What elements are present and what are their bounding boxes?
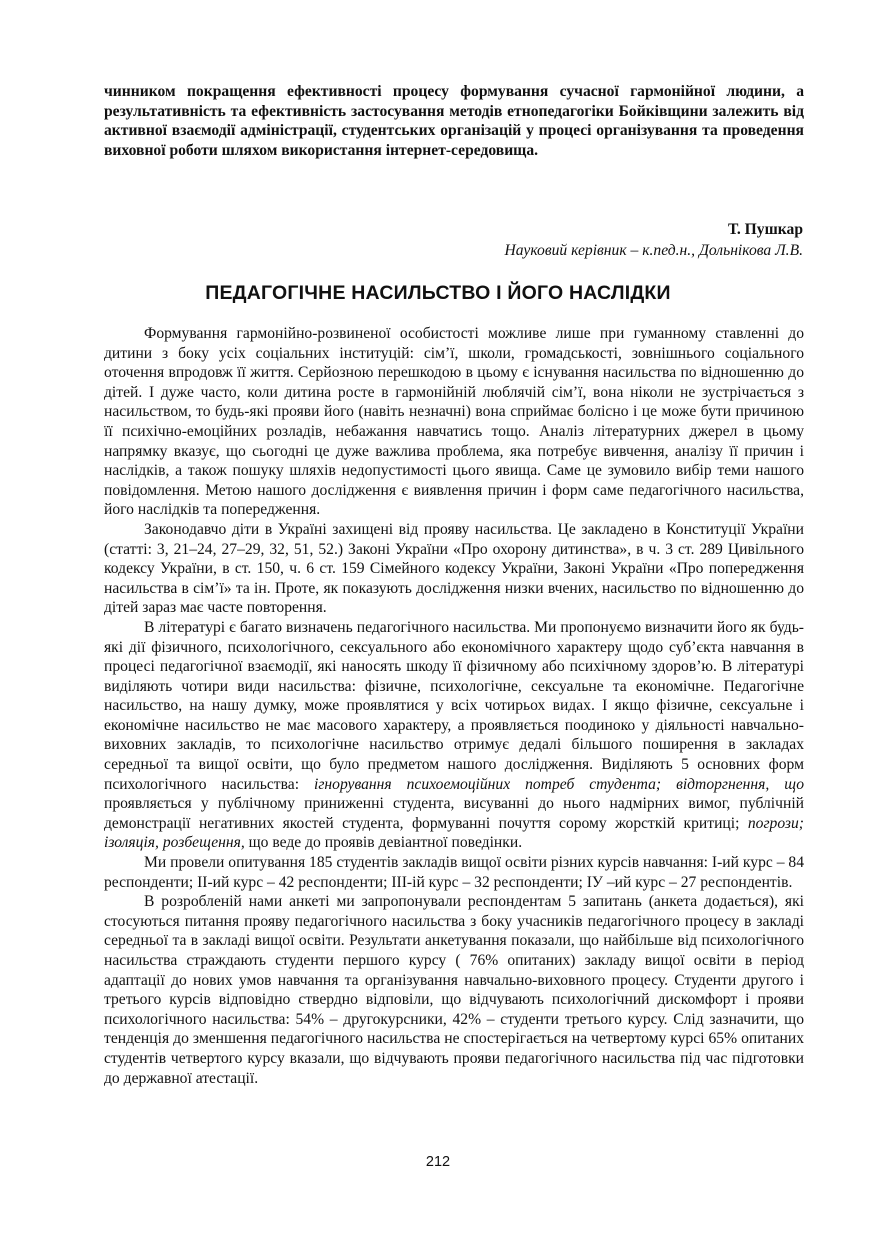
paragraph-3-text-e: що веде до проявів девіантної поведінки. <box>244 834 523 852</box>
scientific-advisor: Науковий керівник – к.пед.н., Дольнікова Л.В. <box>504 242 803 259</box>
page-number: 212 <box>425 1154 451 1170</box>
paragraph-3-text-c: проявляється у публічному приниженні студента, висуванні до нього надмірних вимог, публічній демонстрації негативних якостей студента, формуванні почуття сорому жорсткій критиці; <box>104 795 804 832</box>
body-paragraph-2: Законодавчо діти в Україні захищені від прояву насильства. Це закладено в Конституції України (статті: 3, 21–24, 27–29, 32, 51, 52.) Законі України «Про охорону дитинства», в ч. 3 ст. 289 Цивільного кодексу України, в ст. 150, ч. 6 ст. 159 Сімейного кодексу України, Законі України «Про попередження насильства в сім’ї» та ін. Проте, як показують дослідження низки вчених, насильство по відношенню до дітей зараз має часте повторення. <box>104 520 804 617</box>
paragraph-3-text-a: В літературі є багато визначень педагогічного насильства. Ми пропонуємо визначити його як будь-які дії фізичного, психологічного, сексуального або економічного характеру щодо суб’єкта навчання в процесі педагогічної взаємодії, які наносять шкоду її фізичному або психічному здоров’ю. В літературі виділяють чотири види насильства: фізичне, психологічне, сексуальне та економічне. Педагогічне насильство, на нашу думку, може проявлятися у всіх чотирьох видах. І якщо фізичне, сексуальне і економічне насильство не має масового характеру, а проявляється поодиноко у діяльності навчально-виховних закладів, то психологічне насильство отримує дедалі більшого поширення в закладах середньої та вищої освіти, що було предметом нашого дослідження. Виділяють 5 основних форм психологічного насильства: <box>104 618 804 793</box>
paragraph-3-italic-threats: погрози; ізоляція, розбещення, <box>104 814 804 852</box>
body-paragraph-5: В розробленій нами анкеті ми запропонували респондентам 5 запитань (анкета додається), які стосуються питання прояву педагогічного насильства з боку учасників педагогічного процесу в закладі середньої та в закладі вищої освіти. Результати анкетування показали, що найбільше від психологічного насильства страждають студенти першого курсу ( 76% опитаних) закладу вищої освіти в період адаптації до нових умов навчання та організування навчально-виховного процесу. Студенти другого і третього курсів відповідно ствердно відповіли, що відчувають психологічний дискомфорт і прояви психологічного насильства: 54% – другокурсники, 42% – студенти третього курсу. Слід зазначити, що тенденція до зменшення педагогічного насильства не спостерігається на четвертому курсі 65% опитаних студентів четвертого курсу вказали, що відчувають прояви педагогічного насильства під час підготовки до державної атестації. <box>104 893 804 1087</box>
body-paragraph-4: Ми провели опитування 185 студентів закладів вищої освіти різних курсів навчання: І-ий курс – 84 респонденти; ІІ-ий курс – 42 респонденти; ІІІ-ій курс – 32 респонденти; ІУ –ий курс – 27 респондентів. <box>104 854 804 891</box>
author-name: Т. Пушкар <box>728 221 803 238</box>
article-body <box>104 324 804 1088</box>
intro-paragraph: чинником покращення ефективності процесу формування сучасної гармонійної людини, а результативність та ефективність застосування методів етнопедагогіки Бойківщини залежить від активної взаємодії адміністрації, студентських організацій у процесі організування та проведення виховної роботи шляхом використання інтернет-середовища. <box>104 83 804 159</box>
body-paragraph-3 <box>104 618 804 853</box>
paragraph-3-italic-forms: ігнорування психоемоційних потреб студента; відторгнення, що <box>314 775 804 793</box>
article-title: ПЕДАГОГІЧНЕ НАСИЛЬСТВО І ЙОГО НАСЛІДКИ <box>205 282 671 304</box>
body-paragraph-1: Формування гармонійно-розвиненої особистості можливе лише при гуманному ставленні до дитини з боку усіх соціальних інституцій: сім’ї, школи, громадськості, зовнішнього соціального оточення впродовж її життя. Серйозною перешкодою в цьому є існування насильства по відношенню до дітей. І дуже часто, коли дитина росте в гармонійній люблячій сім’ї, вона ніколи не зустрічається з насильством, то будь-які прояви його (навіть незначні) вона сприймає болісно і це може бути причиною її психічно-емоційних розладів, небажання навчатись тощо. Аналіз літературних джерел в цьому напрямку вказує, що сьогодні це дуже важлива проблема, яка потребує вивчення, аналізу її причин і наслідків, а також пошуку шляхів недопустимості цього явища. Саме це зумовило вибір теми нашого повідомлення. Метою нашого дослідження є виявлення причин і форм саме педагогічного насильства, його наслідків та попередження. <box>104 325 804 519</box>
